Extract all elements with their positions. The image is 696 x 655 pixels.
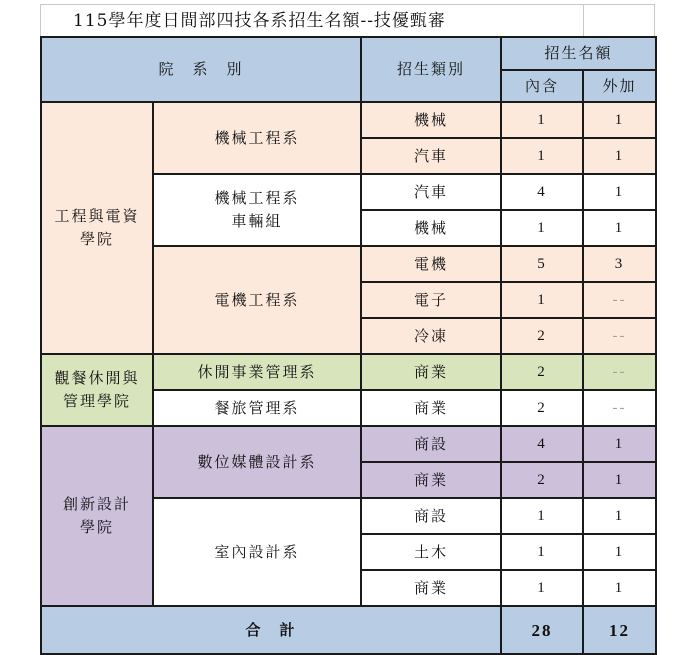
row-outer: 1 bbox=[583, 498, 656, 534]
row-inner: 2 bbox=[501, 390, 583, 426]
header-college-dept: 院 系 別 bbox=[41, 37, 361, 102]
row-inner: 1 bbox=[501, 498, 583, 534]
row-category: 商業 bbox=[361, 390, 501, 426]
quota-table bbox=[40, 36, 657, 655]
row-inner: 1 bbox=[501, 282, 583, 318]
row-category: 機械 bbox=[361, 210, 501, 246]
row-category: 機械 bbox=[361, 102, 501, 138]
row-inner: 1 bbox=[501, 210, 583, 246]
total-inner: 28 bbox=[501, 606, 583, 654]
row-outer: 1 bbox=[583, 174, 656, 210]
row-category: 電子 bbox=[361, 282, 501, 318]
page-title: 115學年度日間部四技各系招生名額--技優甄審 bbox=[73, 11, 446, 31]
row-category: 汽車 bbox=[361, 138, 501, 174]
dept-hospitality: 餐旅管理系 bbox=[153, 390, 361, 426]
dept-interior: 室內設計系 bbox=[153, 498, 361, 606]
row-outer: -- bbox=[583, 282, 656, 318]
header-inner: 內含 bbox=[501, 70, 583, 102]
row-outer: -- bbox=[583, 390, 656, 426]
row-category: 土木 bbox=[361, 534, 501, 570]
row-inner: 5 bbox=[501, 246, 583, 282]
row-outer: 3 bbox=[583, 246, 656, 282]
dept-electrical: 電機工程系 bbox=[153, 246, 361, 354]
row-category: 商業 bbox=[361, 354, 501, 390]
title-divider bbox=[583, 4, 584, 36]
college-hospitality: 觀餐休閒與 管理學院 bbox=[41, 354, 153, 426]
row-category: 電機 bbox=[361, 246, 501, 282]
row-inner: 4 bbox=[501, 426, 583, 462]
row-outer: 1 bbox=[583, 570, 656, 606]
row-inner: 2 bbox=[501, 354, 583, 390]
row-category: 商設 bbox=[361, 498, 501, 534]
dept-mechanical: 機械工程系 bbox=[153, 102, 361, 174]
total-outer: 12 bbox=[583, 606, 656, 654]
row-inner: 4 bbox=[501, 174, 583, 210]
college-engineering: 工程與電資 學院 bbox=[41, 102, 153, 354]
row-outer: -- bbox=[583, 318, 656, 354]
header-quota: 招生名額 bbox=[501, 37, 656, 70]
row-inner: 1 bbox=[501, 570, 583, 606]
row-category: 冷凍 bbox=[361, 318, 501, 354]
header-category: 招生類別 bbox=[361, 37, 501, 102]
row-outer: 1 bbox=[583, 462, 656, 498]
row-category: 商業 bbox=[361, 570, 501, 606]
row-outer: -- bbox=[583, 354, 656, 390]
row-category: 商設 bbox=[361, 426, 501, 462]
college-design: 創新設計 學院 bbox=[41, 426, 153, 606]
total-label: 合 計 bbox=[41, 606, 501, 654]
row-outer: 1 bbox=[583, 210, 656, 246]
row-inner: 1 bbox=[501, 102, 583, 138]
row-outer: 1 bbox=[583, 102, 656, 138]
dept-leisure: 休閒事業管理系 bbox=[153, 354, 361, 390]
row-outer: 1 bbox=[583, 138, 656, 174]
row-inner: 1 bbox=[501, 534, 583, 570]
row-inner: 2 bbox=[501, 318, 583, 354]
row-category: 商業 bbox=[361, 462, 501, 498]
header-outer: 外加 bbox=[583, 70, 656, 102]
row-outer: 1 bbox=[583, 534, 656, 570]
dept-digital-media: 數位媒體設計系 bbox=[153, 426, 361, 498]
row-inner: 1 bbox=[501, 138, 583, 174]
dept-mechanical-vehicle: 機械工程系 車輛組 bbox=[153, 174, 361, 246]
row-outer: 1 bbox=[583, 426, 656, 462]
row-inner: 2 bbox=[501, 462, 583, 498]
row-category: 汽車 bbox=[361, 174, 501, 210]
